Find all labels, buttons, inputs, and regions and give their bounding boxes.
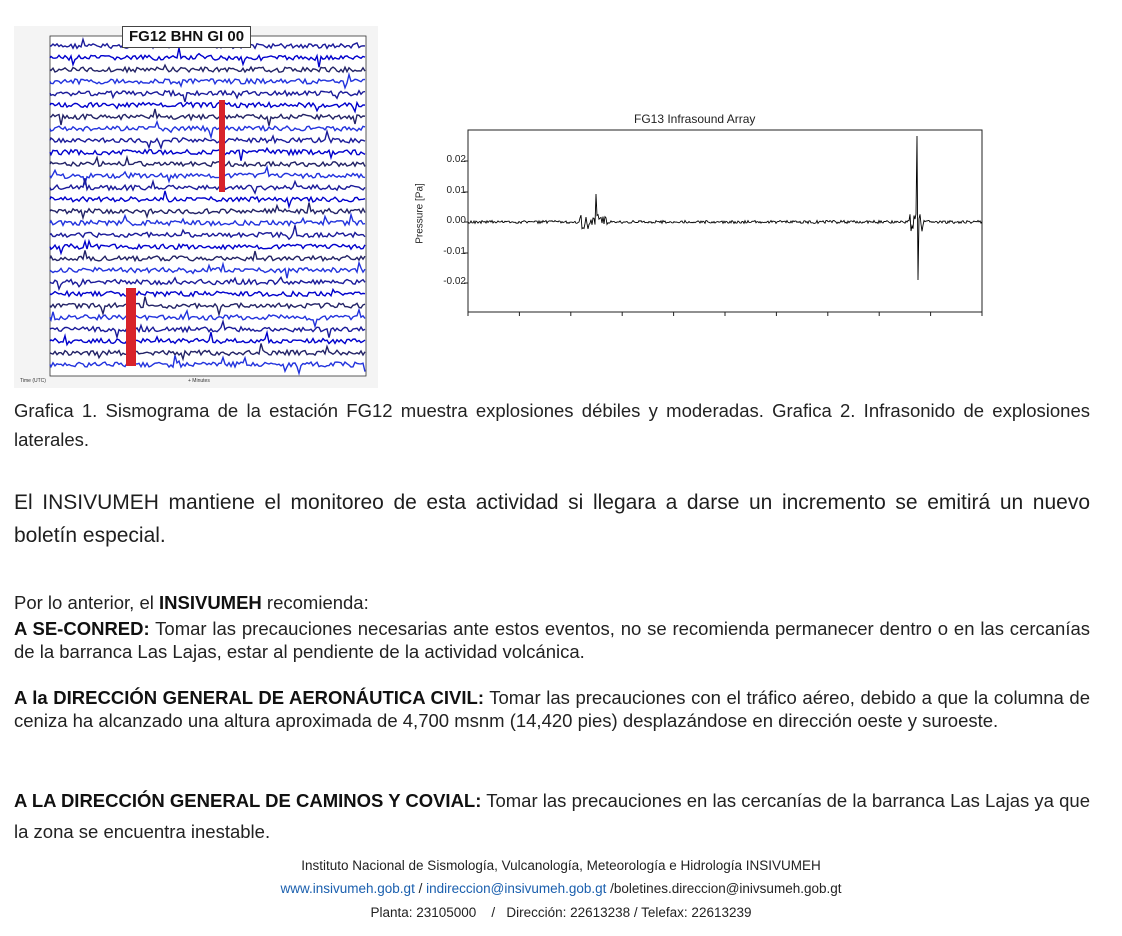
recommendation-label: A LA DIRECCIÓN GENERAL DE CAMINOS Y COVIAL:: [14, 790, 482, 811]
intro-prefix: Por lo anterior, el: [14, 592, 159, 613]
recommendation-item: [14, 785, 1090, 847]
email-link[interactable]: indireccion@insivumeh.gob.gt: [426, 881, 607, 896]
monitoring-paragraph: El INSIVUMEH mantiene el monitoreo de esta actividad si llegara a darse un incremento se emitirá un nuevo boletín especial.: [14, 491, 1090, 547]
svg-text:Time (UTC): Time (UTC): [20, 378, 46, 384]
seismogram-figure: [14, 26, 378, 388]
infrasound-title: FG13 Infrasound Array: [634, 112, 756, 126]
seismogram-traces: [14, 26, 378, 388]
ytick: -0.01: [443, 246, 466, 257]
infrasound-ylabel: Pressure [Pa]: [414, 183, 426, 244]
footer-links: [0, 881, 1122, 896]
ytick: -0.02: [443, 276, 466, 287]
recommendations-intro: [14, 591, 1090, 614]
footer-institution: Instituto Nacional de Sismología, Vulcanología, Meteorología e Hidrología INSIVUMEH: [301, 858, 821, 873]
recommendation-text: Tomar las precauciones necesarias ante estos eventos, no se recomienda permanecer dentro o en las cercanías de la barranca Las Lajas, estar al pendiente de la actividad volcánica.: [14, 618, 1091, 662]
footer-contact: Planta: 23105000 / Dirección: 22613238 / Telefax: 22613239: [370, 905, 752, 920]
footer-separator: /: [414, 881, 427, 896]
seismogram-title: FG12 BHN GI 00: [122, 26, 251, 48]
recommendation-label: A SE-CONRED:: [14, 618, 150, 639]
intro-org: INSIVUMEH: [159, 592, 262, 613]
infrasound-plot: [404, 108, 994, 318]
recommendation-item: [14, 617, 1090, 663]
infrasound-figure: [404, 108, 994, 318]
svg-text:+ Minutes: + Minutes: [188, 378, 210, 384]
ytick: 0.02: [446, 154, 466, 165]
email-secondary: /boletines.direccion@inivsumeh.gob.gt: [606, 881, 842, 896]
recommendation-text: Tomar las precauciones con el tráfico aéreo, debido a que la columna de ceniza ha alcanzado una altura aproximada de 4,700 msnm (14,420 pies) desplazándose en dirección oeste y suroeste.: [14, 687, 1090, 731]
ytick: 0.01: [446, 185, 466, 196]
website-link[interactable]: www.insivumeh.gob.gt: [280, 881, 415, 896]
figure-caption: Grafica 1. Sismograma de la estación FG12 muestra explosiones débiles y moderadas. Grafica 2. Infrasonido de explosiones laterales.: [14, 400, 1090, 450]
recommendation-item: [14, 686, 1090, 732]
recommendation-text: Tomar las precauciones en las cercanías de la barranca Las Lajas ya que la zona se encuentra inestable.: [14, 790, 1090, 842]
recommendation-label: A la DIRECCIÓN GENERAL DE AERONÁUTICA CIVIL:: [14, 687, 484, 708]
ytick: 0.00: [446, 215, 466, 226]
intro-suffix: recomienda:: [261, 592, 369, 613]
